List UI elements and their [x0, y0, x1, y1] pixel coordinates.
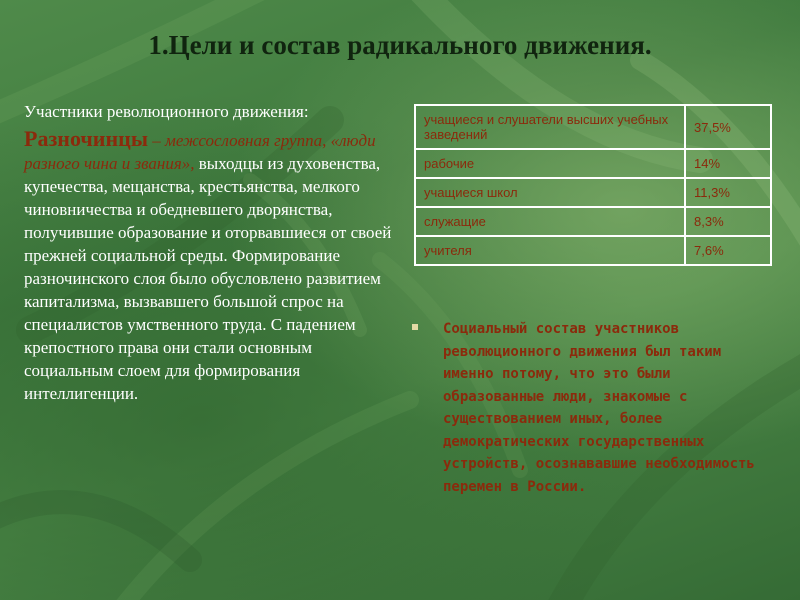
table-row	[415, 105, 771, 149]
term-raznochintsy: Разночинцы	[24, 126, 148, 151]
share-cell: 7,6%	[685, 236, 771, 265]
table-row	[415, 236, 771, 265]
group-cell: служащие	[415, 207, 685, 236]
conclusion-bullet	[412, 318, 762, 498]
share-cell: 8,3%	[685, 207, 771, 236]
slide-title: 1.Цели и состав радикального движения.	[148, 30, 652, 60]
table-row	[415, 207, 771, 236]
table-row	[415, 149, 771, 178]
share-cell: 14%	[685, 149, 771, 178]
paragraph-body: выходцы из духовенства, купечества, мещанства, крестьянства, мелкого чиновничества и обедневшего дворянства, получившие образование и оторвавшиеся от своей прежней социальной среды. Формирование разночинского слоя было обусловлено развитием капитализма, вызвавшего большой спрос на специалистов умственного труда. С падением крепостного права они стали основным социальным слоем для формирования интеллигенции.	[24, 154, 392, 403]
raznochintsy-paragraph	[24, 127, 394, 405]
intro-text: Участники революционного движения:	[24, 102, 309, 121]
term-definition: – межсословная группа, «люди разного чина и звания»,	[24, 131, 376, 173]
social-composition-table	[414, 104, 772, 266]
square-bullet-icon	[412, 324, 418, 330]
group-cell: учителя	[415, 236, 685, 265]
share-cell: 11,3%	[685, 178, 771, 207]
share-cell: 37,5%	[685, 105, 771, 149]
group-cell: учащиеся школ	[415, 178, 685, 207]
group-cell: рабочие	[415, 149, 685, 178]
composition-table-wrapper	[414, 104, 772, 266]
group-cell: учащиеся и слушатели высших учебных заведений	[415, 105, 685, 149]
table-row	[415, 178, 771, 207]
conclusion-text: Социальный состав участников революционного движения был таким именно потому, что это были образованные люди, знакомые с существованием иных, более демократических государственных устройств, осознававшие необходимость перемен в России.	[443, 321, 755, 495]
left-text-column	[24, 100, 394, 405]
